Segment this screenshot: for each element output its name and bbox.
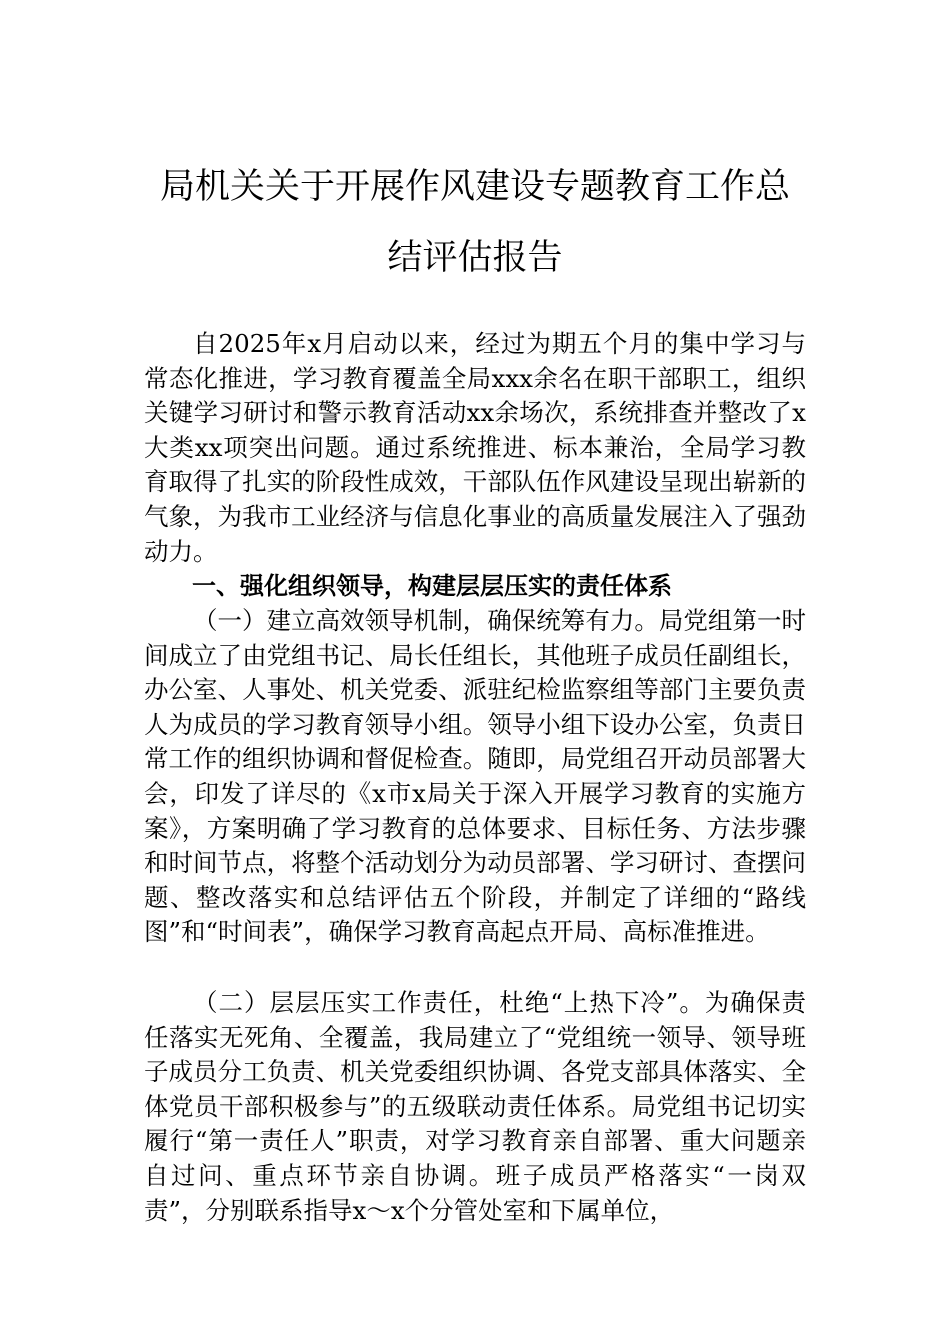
intro-paragraph: 自2025年x月启动以来，经过为期五个月的集中学习与常态化推进，学习教育覆盖全局xxx余名在职干部职工，组织关键学习研讨和警示教育活动xx余场次，系统排查并整改了x大类xx项突出问题。通过系统推进、标本兼治，全局学习教育取得了扎实的阶段性成效，干部队伍作风建设呈现出崭新的气象，为我市工业经济与信息化事业的高质量发展注入了强劲动力。 — [144, 329, 806, 566]
subsection-paragraph-2: （二）层层压实工作责任，杜绝“上热下冷”。为确保责任落实无死角、全覆盖，我局建立了“党组统一领导、领导班子成员分工负责、机关党委组织协调、各党支部具体落实、全体党员干部积极参与”的五级联动责任体系。局党组书记切实履行“第一责任人”职责，对学习教育亲自部署、重大问题亲自过问、重点环节亲自协调。班子成员严格落实“一岗双责”，分别联系指导x～x个分管处室和下属单位， — [144, 988, 806, 1225]
document-title-line-1: 局机关关于开展作风建设专题教育工作总 — [159, 167, 790, 207]
subsection-paragraph-1: （一）建立高效领导机制，确保统筹有力。局党组第一时间成立了由党组书记、局长任组长，其他班子成员任副组长，办公室、人事处、机关党委、派驻纪检监察组等部门主要负责人为成员的学习教育领导小组。领导小组下设办公室，负责日常工作的组织协调和督促检查。随即，局党组召开动员部署大会，印发了详尽的《x市x局关于深入开展学习教育的实施方案》，方案明确了学习教育的总体要求、目标任务、方法步骤和时间节点，将整个活动划分为动员部署、学习研讨、查摆问题、整改落实和总结评估五个阶段，并制定了详细的“路线图”和“时间表”，确保学习教育高起点开局、高标准推进。 — [144, 606, 806, 947]
section-heading-1: 一、强化组织领导，构建层层压实的责任体系 — [192, 572, 672, 600]
document-title-line-2: 结评估报告 — [387, 238, 563, 278]
